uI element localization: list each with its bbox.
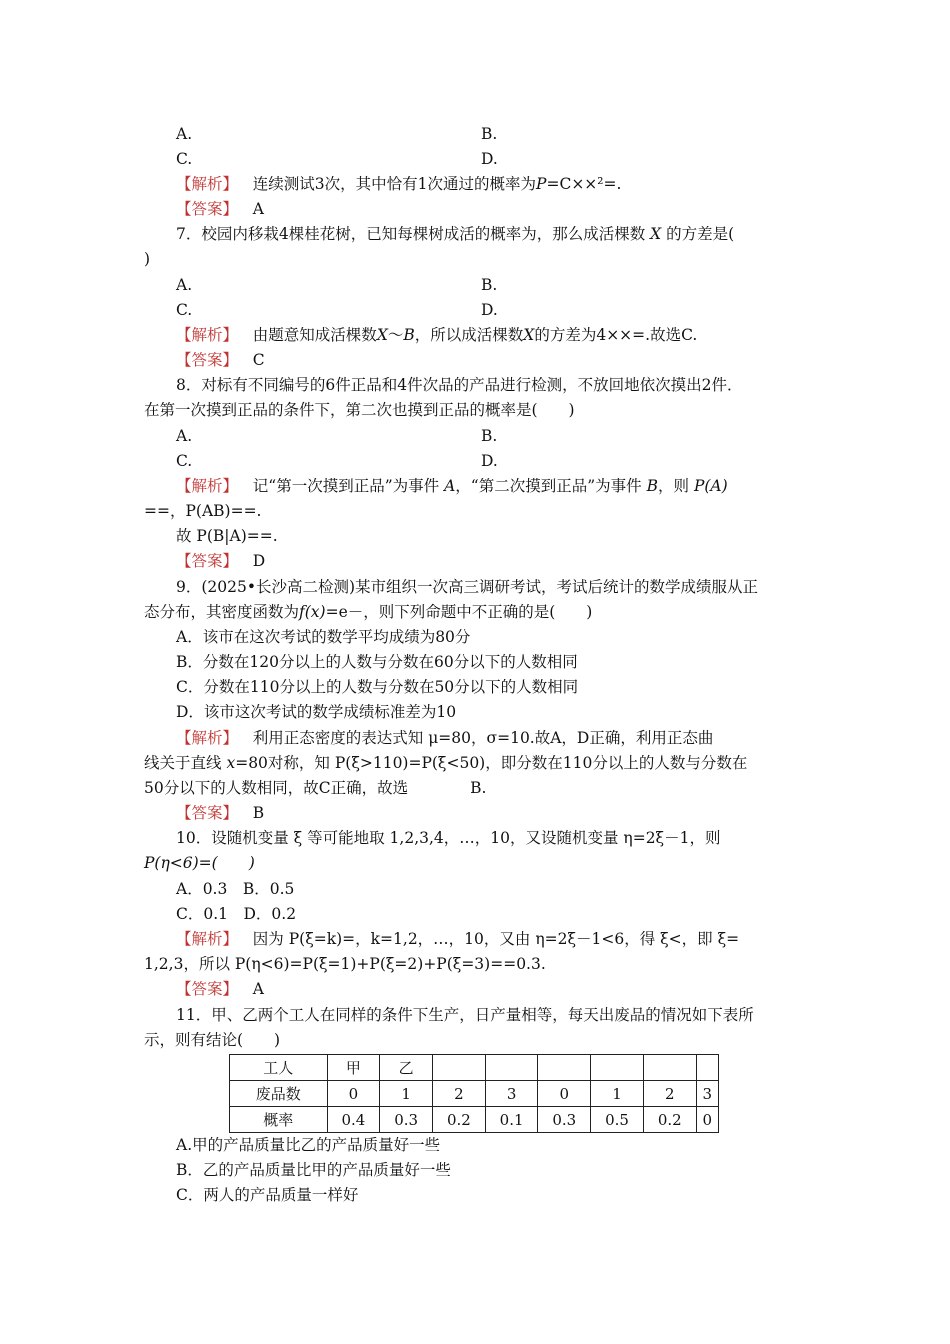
math-x: X	[376, 326, 388, 344]
option-c: C．分数在110分以上的人数与分数在50分以下的人数相同	[176, 678, 579, 696]
analysis-tag: 【解析】	[176, 477, 239, 495]
option-b: B.	[481, 276, 498, 294]
table-row	[230, 1081, 719, 1107]
table-cell: 0.3	[380, 1107, 433, 1133]
analysis-line	[176, 174, 621, 194]
table-cell: 3	[696, 1081, 718, 1107]
analysis-line	[176, 929, 739, 949]
analysis-tag: 【解析】	[176, 175, 239, 193]
option-b: B.	[481, 125, 498, 143]
option-b: B．分数在120分以上的人数与分数在60分以下的人数相同	[176, 653, 578, 671]
answer-value: D	[252, 552, 266, 570]
answer-tag: 【答案】	[176, 200, 239, 218]
analysis-tag: 【解析】	[176, 326, 239, 344]
question-text: 7．校园内移栽4棵桂花树，已知每棵树成活的概率为，那么成活棵数	[176, 225, 646, 243]
math-p: P	[693, 477, 705, 495]
question-10: 10．设随机变量 ξ 等可能地取 1,2,3,4，…，10，又设随机变量 η=2ξ－1，则	[176, 829, 721, 847]
analysis-cont	[144, 753, 747, 773]
table-cell	[485, 1055, 538, 1081]
analysis-text: ～	[387, 326, 404, 344]
question-text-end: 的方差是(	[666, 225, 735, 243]
answer-tag: 【答案】	[176, 552, 239, 570]
analysis-text: =80对称，知 P(ξ>110)=P(ξ<50)，即分数在110分以上的人数与分数在	[235, 754, 748, 772]
option-b: B.	[481, 427, 498, 445]
table-cell: 工人	[230, 1055, 328, 1081]
math-fx: f(x)	[299, 603, 326, 621]
math-a: A	[444, 477, 456, 495]
option-a: A.	[176, 427, 193, 445]
question-8: 8．对标有不同编号的6件正品和4件次品的产品进行检测，不放回地依次摸出2件．	[176, 376, 743, 394]
analysis-cont: 50分以下的人数相同，故C正确，故选 B.	[144, 779, 487, 797]
analysis-text: 由题意知成活棵数	[252, 326, 377, 344]
table-cell: 0	[327, 1081, 380, 1107]
answer-line	[176, 551, 265, 571]
table-cell: 乙	[380, 1055, 433, 1081]
option-c: C.	[176, 452, 193, 470]
analysis-line	[176, 476, 728, 496]
answer-line	[176, 803, 264, 823]
question-text: 态分布，其密度函数为	[144, 603, 300, 621]
question-11-cont: 示，则有结论( )	[144, 1031, 281, 1049]
option-c: C．两人的产品质量一样好	[176, 1186, 359, 1204]
answer-value: C	[252, 351, 265, 369]
analysis-cont: 1,2,3，所以 P(η<6)=P(ξ=1)+P(ξ=2)+P(ξ=3)==0.3.	[144, 955, 546, 973]
analysis-text: ，所以成活棵数	[414, 326, 524, 344]
analysis-text: 因为 P(ξ=k)=，k=1,2，…，10，又由 η=2ξ－1<6，得 ξ<，即 ξ=	[252, 930, 740, 948]
analysis-text: ，“第二次摸到正品”为事件	[455, 477, 642, 495]
math-x: X	[523, 326, 535, 344]
question-9-cont	[144, 602, 592, 622]
table-cell: 0.3	[538, 1107, 591, 1133]
question-text: =e－，则下列命题中不正确的是( )	[325, 603, 593, 621]
table-cell	[433, 1055, 486, 1081]
option-c: C.	[176, 301, 193, 319]
question-11: 11．甲、乙两个工人在同样的条件下生产，日产量相等，每天出废品的情况如下表所	[176, 1006, 754, 1024]
option-a: A.	[176, 125, 193, 143]
table-cell: 0.5	[591, 1107, 644, 1133]
answer-tag: 【答案】	[176, 351, 239, 369]
answer-value: A	[252, 980, 264, 998]
table-cell: 废品数	[230, 1081, 328, 1107]
option-d: D.	[481, 150, 498, 168]
analysis-text-rest: =C××²=.	[546, 175, 622, 193]
answer-line	[176, 979, 264, 999]
table-cell: 1	[380, 1081, 433, 1107]
option-d: D.	[481, 452, 498, 470]
table-cell: 3	[485, 1081, 538, 1107]
table-cell: 0	[538, 1081, 591, 1107]
math-b: B	[403, 326, 415, 344]
table-cell	[538, 1055, 591, 1081]
analysis-text: 记“第一次摸到正品”为事件	[252, 477, 440, 495]
table-cell: 0.4	[327, 1107, 380, 1133]
table-cell: 0.2	[643, 1107, 696, 1133]
answer-line	[176, 350, 265, 370]
answer-tag: 【答案】	[176, 804, 239, 822]
option-c: C.	[176, 150, 193, 168]
analysis-text: 利用正态密度的表达式知 μ=80，σ=10.故A，D正确，利用正态曲	[252, 729, 714, 747]
table-cell: 甲	[327, 1055, 380, 1081]
table-cell: 0.2	[433, 1107, 486, 1133]
table-cell: 1	[591, 1081, 644, 1107]
question-7-cont: )	[144, 250, 151, 268]
table-row	[230, 1055, 719, 1081]
table-cell: 概率	[230, 1107, 328, 1133]
answer-line	[176, 199, 264, 219]
analysis-text: 连续测试3次，其中恰有1次通过的概率为	[252, 175, 537, 193]
table-cell: 2	[643, 1081, 696, 1107]
option-b: B．乙的产品质量比甲的产品质量好一些	[176, 1161, 451, 1179]
option-a: A.	[176, 276, 193, 294]
table-cell: 0	[696, 1107, 718, 1133]
table-cell: 0.1	[485, 1107, 538, 1133]
answer-tag: 【答案】	[176, 980, 239, 998]
analysis-cont: ==，P(AB)==.	[144, 502, 262, 520]
analysis-cont: 故 P(B|A)==.	[176, 527, 278, 545]
table-cell	[696, 1055, 718, 1081]
option-a: A.甲的产品质量比乙的产品质量好一些	[176, 1136, 441, 1154]
analysis-tag: 【解析】	[176, 930, 239, 948]
question-7	[176, 224, 734, 244]
math-p: P	[536, 175, 547, 193]
defect-table	[229, 1054, 719, 1133]
question-10-cont: P(η<6)=( )	[144, 854, 255, 872]
table-cell	[591, 1055, 644, 1081]
analysis-text: ，则	[657, 477, 689, 495]
analysis-text: 线关于直线	[144, 754, 222, 772]
answer-value: B	[252, 804, 265, 822]
table-cell	[643, 1055, 696, 1081]
table-row	[230, 1107, 719, 1133]
options-ab: A．0.3 B．0.5	[176, 880, 295, 898]
math-b: B	[646, 477, 658, 495]
analysis-line	[176, 728, 713, 748]
math-arg: (A)	[704, 477, 728, 495]
options-cd: C．0.1 D．0.2	[176, 905, 297, 923]
analysis-tag: 【解析】	[176, 729, 239, 747]
table-cell: 2	[433, 1081, 486, 1107]
math-x: x	[226, 754, 236, 772]
analysis-line	[176, 325, 697, 345]
analysis-text: 的方差为4××=.故选C.	[534, 326, 698, 344]
question-9: 9．(2025•长沙高二检测)某市组织一次高三调研考试，考试后统计的数学成绩服从正	[176, 578, 759, 596]
answer-value: A	[252, 200, 264, 218]
option-d: D.	[481, 301, 498, 319]
question-8-cont: 在第一次摸到正品的条件下，第二次也摸到正品的概率是( )	[144, 401, 575, 419]
option-a: A．该市在这次考试的数学平均成绩为80分	[176, 628, 471, 646]
math-x: X	[650, 225, 662, 243]
option-d: D．该市这次考试的数学成绩标准差为10	[176, 703, 457, 721]
